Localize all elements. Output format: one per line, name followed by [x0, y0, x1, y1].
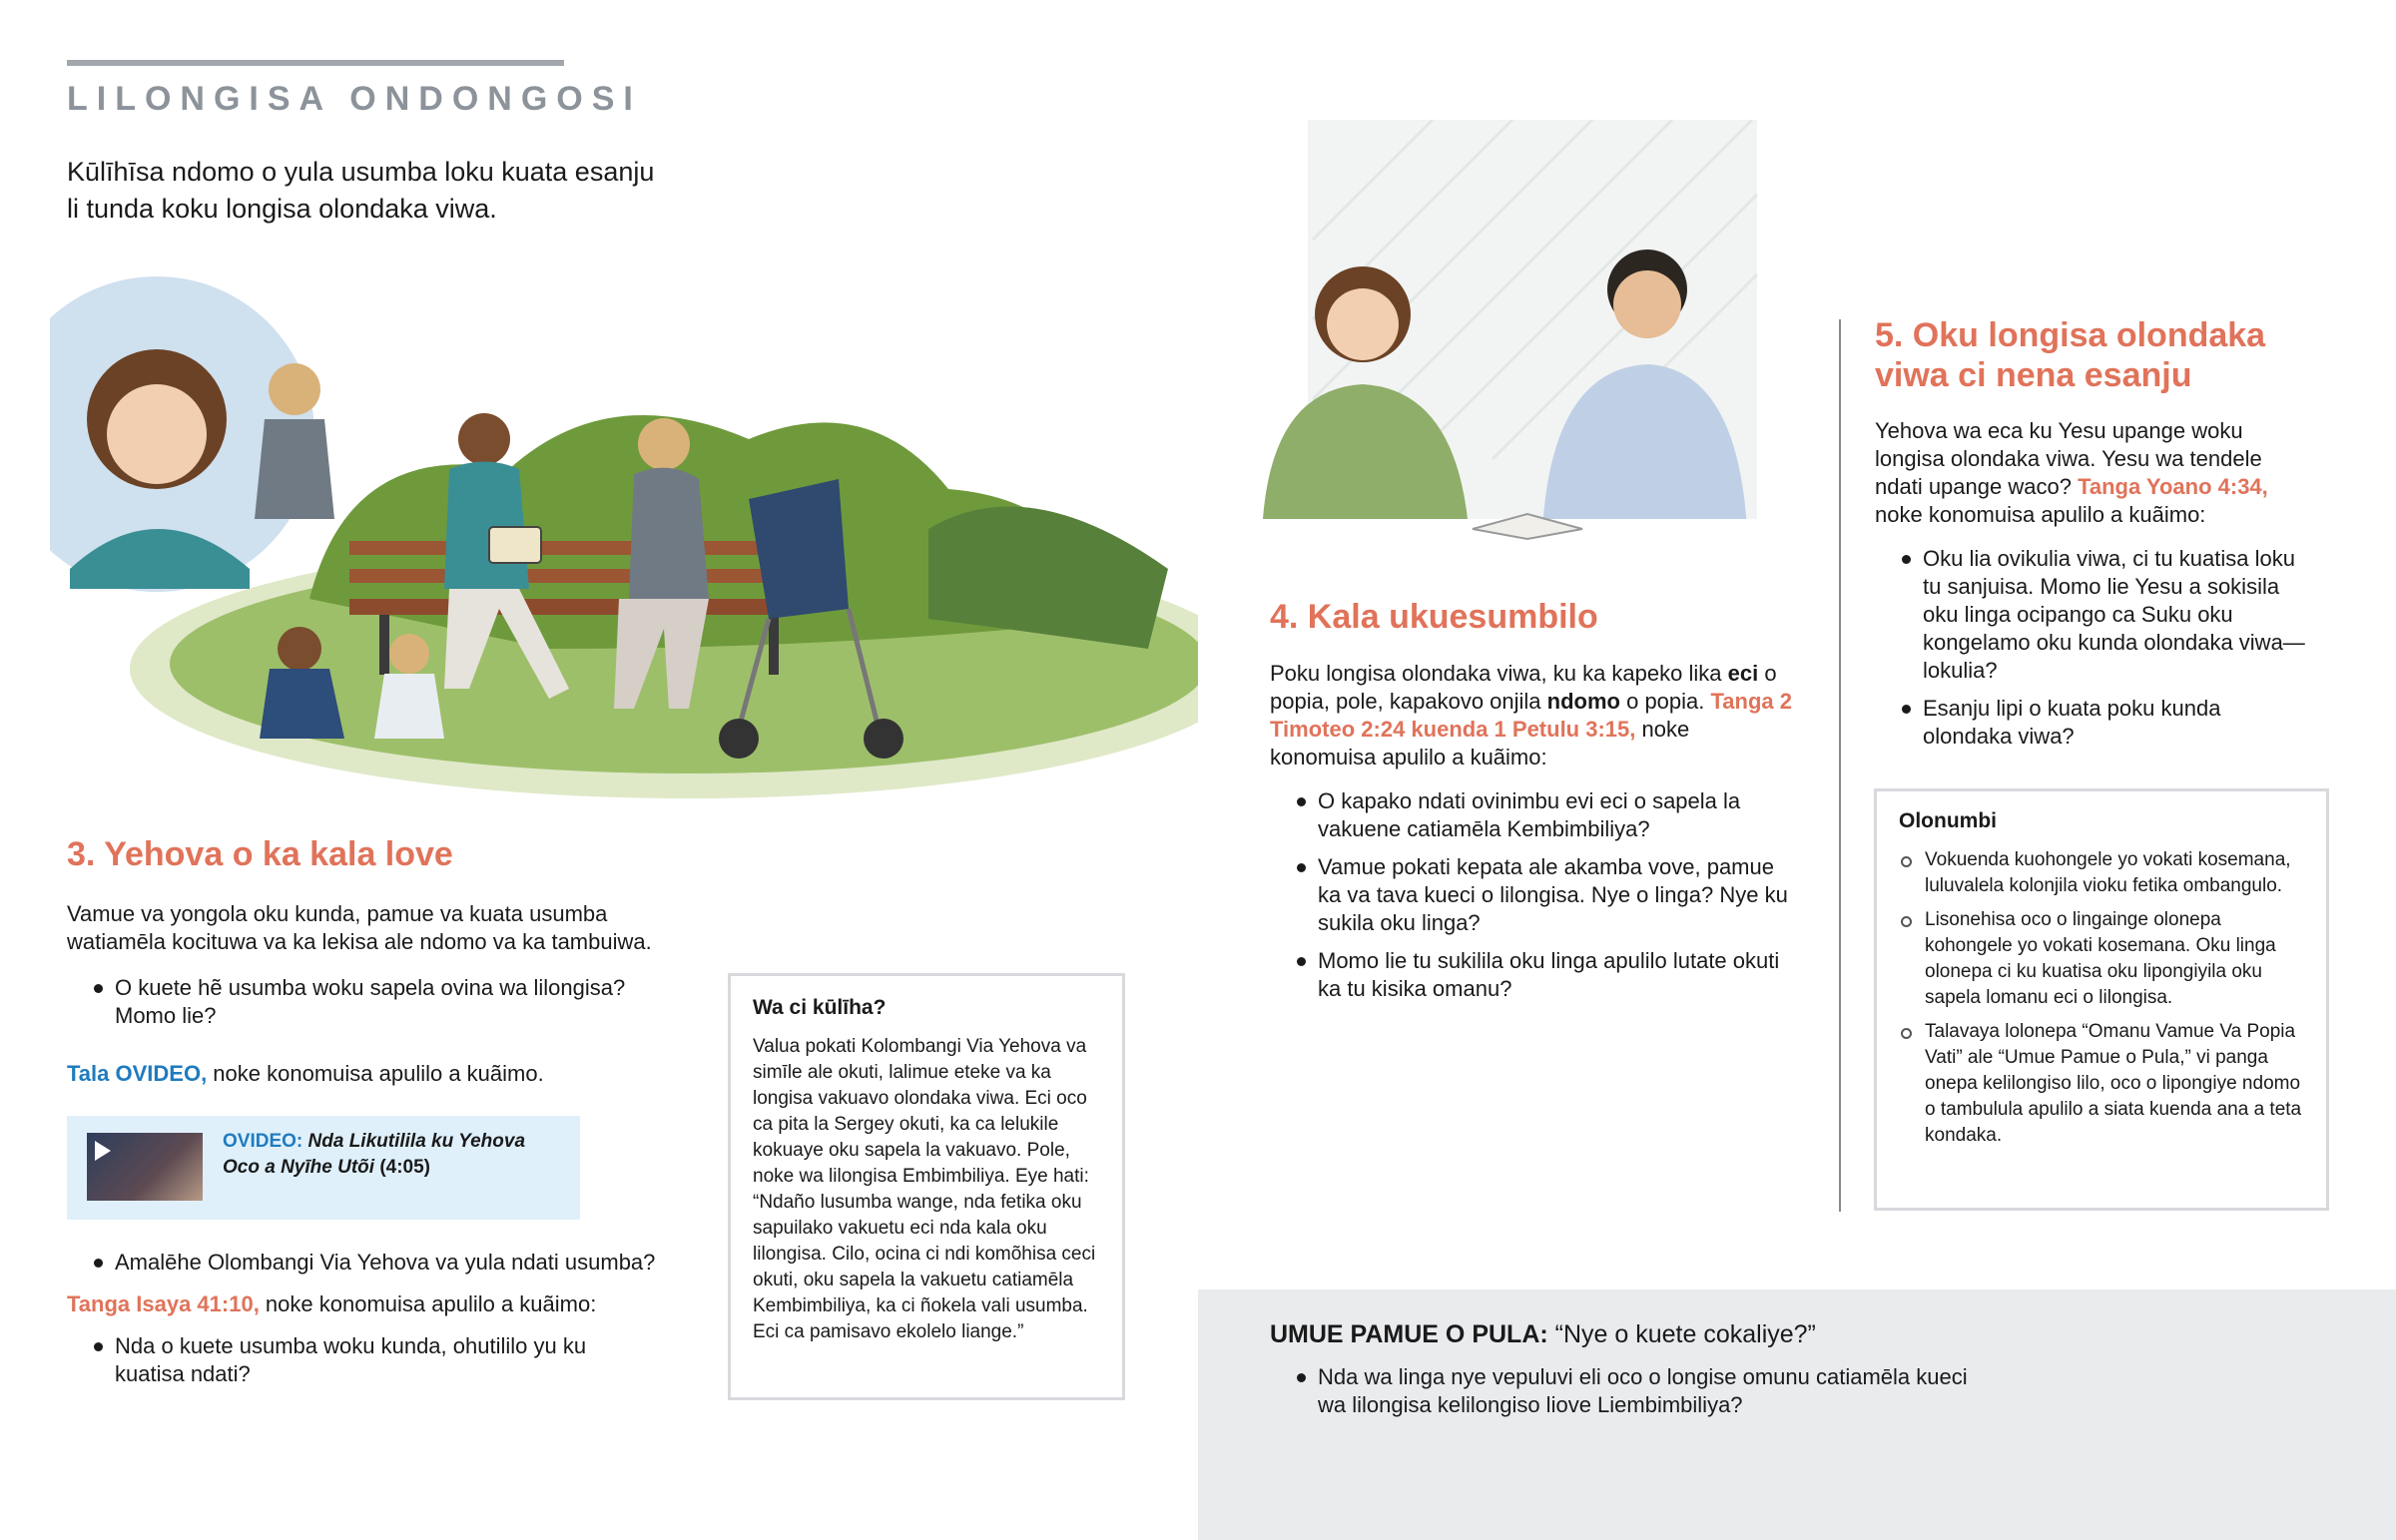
- section-5-bullet-1: Oku lia ovikulia viwa, ci tu kuatisa loku tu sanjuisa. Momo lie Yesu a sokisila oku linga ocipango ca Suku oku kongelamo oku kunda olondaka viwa—lokulia?: [1875, 545, 2306, 685]
- did-you-know-title: Wa ci kūlīha?: [753, 996, 887, 1019]
- section-3-body: [67, 900, 686, 1040]
- section-5-body: [1875, 417, 2306, 761]
- video-thumbnail[interactable]: [87, 1133, 203, 1201]
- video-prompt-text: noke konomuisa apulilo a kuãimo.: [207, 1061, 544, 1086]
- section-5-text-a: Yehova wa eca ku Yesu upange woku longisa olondaka viwa. Yesu wa tendele ndati upange waco?: [1875, 418, 2262, 499]
- video-label: OVIDEO:: [223, 1131, 303, 1152]
- header-rule: [67, 60, 564, 66]
- video-title[interactable]: Nda Likutilila ku Yehova Oco a Nyīhe Utõi: [223, 1131, 526, 1178]
- video-prompt: [67, 1060, 686, 1088]
- scripture-prompt-text: noke konomuisa apulilo a kuãimo:: [259, 1291, 597, 1316]
- section-4-emph-ndomo: ndomo: [1546, 689, 1620, 714]
- play-icon[interactable]: [95, 1141, 111, 1161]
- suggestions-box: [1874, 788, 2329, 1211]
- section-4-text-f: noke konomuisa apulilo a kuãimo:: [1270, 717, 1690, 770]
- section-3-paragraph: Vamue va yongola oku kunda, pamue va kuata usumba watiamēla kocituwa va ka lekisa ale ndomo va ka tambuiwa.: [67, 901, 652, 954]
- section-4-body: [1270, 660, 1797, 1013]
- section-4-bullet-1: O kapako ndati ovinimbu evi eci o sapela la vakuene catiamēla Kembimbiliya?: [1270, 787, 1797, 843]
- section-kicker: LILONGISA ONDONGOSI: [67, 80, 642, 118]
- section-5-paragraph: [1875, 417, 2306, 529]
- section-5-heading: 5. Oku longisa olondaka viwa ci nena esanju: [1875, 316, 2266, 394]
- section-4-heading: 4. Kala ukuesumbilo: [1270, 598, 1598, 636]
- section-4-bullet-2: Vamue pokati kepata ale akamba vove, pamue ka va tava kueci o lilongisa. Nye o linga? Nye ku sukila oku linga?: [1270, 853, 1797, 937]
- did-you-know-box: [728, 973, 1125, 1400]
- suggestion-item: Talavaya lolonepa “Omanu Vamue Va Popia Vati” ale “Umue Pamue o Pula,” vi panga onepa kelilongiso lilo, oco o lipongiye ndomo o tambulula apulilo a siata kuenda ana a teta kondaka.: [1899, 1019, 2306, 1149]
- section-4-paragraph: [1270, 660, 1797, 771]
- section-3-bullet-2: Amalēhe Olombangi Via Yehova va yula ndati usumba?: [67, 1249, 706, 1277]
- section-4-text-a: Poku longisa olondaka viwa, ku ka kapeko lika: [1270, 661, 1728, 686]
- section-4-emph-eci: eci: [1727, 661, 1759, 686]
- section-3-body-2: [67, 1249, 706, 1398]
- section-3-bullet-3: Nda o kuete usumba woku kunda, ohutililo yu ku kuatisa ndati?: [67, 1332, 626, 1388]
- scripture-ref-yoano[interactable]: Tanga Yoano 4:34,: [2078, 474, 2268, 499]
- section-4-text-e: o popia.: [1619, 689, 1711, 714]
- scripture-prompt-isaya: [67, 1290, 706, 1318]
- someone-asks-line: [1270, 1317, 1816, 1351]
- section-4-bullet-3: Momo lie tu sukilila oku linga apulilo lutate okuti ka tu kisika omanu?: [1270, 947, 1797, 1003]
- section-3-bullet-1: O kuete hẽ usumba woku sapela ovina wa lilongisa? Momo lie?: [67, 974, 686, 1030]
- someone-asks-body: [1270, 1363, 1989, 1429]
- column-divider: [1839, 319, 1841, 1212]
- section-4-text-c: o popia, pole, kapakovo onjila: [1270, 661, 1777, 714]
- video-caption: [223, 1129, 567, 1181]
- suggestion-item: Lisonehisa oco o lingainge olonepa kohongele yo vokati kosemana. Oku linga olonepa ci ku kuatisa oku lipongiyila oku sapela lomanu eci o lilongisa.: [1899, 907, 2306, 1011]
- someone-asks-bullet: Nda wa linga nye vepuluvi eli oco o longise omunu catiamēla kueci wa lilongisa kelilongiso liove Liembimbiliya?: [1270, 1363, 1989, 1419]
- suggestions-title: Olonumbi: [1899, 809, 1997, 832]
- someone-asks-label: UMUE PAMUE O PULA:: [1270, 1320, 1548, 1348]
- section-5-bullet-2: Esanju lipi o kuata poku kunda olondaka viwa?: [1875, 695, 2306, 751]
- scripture-ref-timoteo-petulu[interactable]: Tanga 2 Timoteo 2:24 kuenda 1 Petulu 3:15,: [1270, 689, 1793, 742]
- someone-asks-quote: “Nye o kuete cokaliye?”: [1547, 1320, 1816, 1348]
- section-3-heading: 3. Yehova o ka kala love: [67, 835, 453, 873]
- video-link[interactable]: Tala OVIDEO,: [67, 1061, 208, 1086]
- park-scene-illustration: [50, 269, 1198, 828]
- video-card[interactable]: [67, 1116, 580, 1220]
- suggestion-item: Vokuenda kuohongele yo vokati kosemana, luluvalela kolonjila vioku fetika ombangulo.: [1899, 847, 2306, 899]
- scripture-ref-isaya[interactable]: Tanga Isaya 41:10,: [67, 1291, 260, 1316]
- conversation-illustration: [1253, 120, 1792, 559]
- video-duration: (4:05): [379, 1157, 430, 1178]
- did-you-know-text: Valua pokati Kolombangi Via Yehova va simīle ale okuti, lalimue eteke va ka longisa vakuavo olondaka viwa. Eci oco ca pita la Sergey okuti, ka ca lelukile kokuaye oku sapela la vakuavo. Pole, noke wa lilongisa Embimbiliya. Eye hati: “Ndaño lusumba wange, nda fetika oku sapuilako vakuetu eci nda kala oku lilongisa. Cilo, ocina ci ndi komõhisa ceci okuti, oku sapela la vakuetu catiamēla Kembimbiliya, ka ci ñokela vali usumba. Eci ca pamisavo ekolelo liange.”: [753, 1036, 1096, 1342]
- section-5-text-b: noke konomuisa apulilo a kuãimo:: [1875, 502, 2206, 527]
- intro-text: Kūlīhīsa ndomo o yula usumba loku kuata esanju li tunda koku longisa olondaka viwa.: [67, 157, 655, 224]
